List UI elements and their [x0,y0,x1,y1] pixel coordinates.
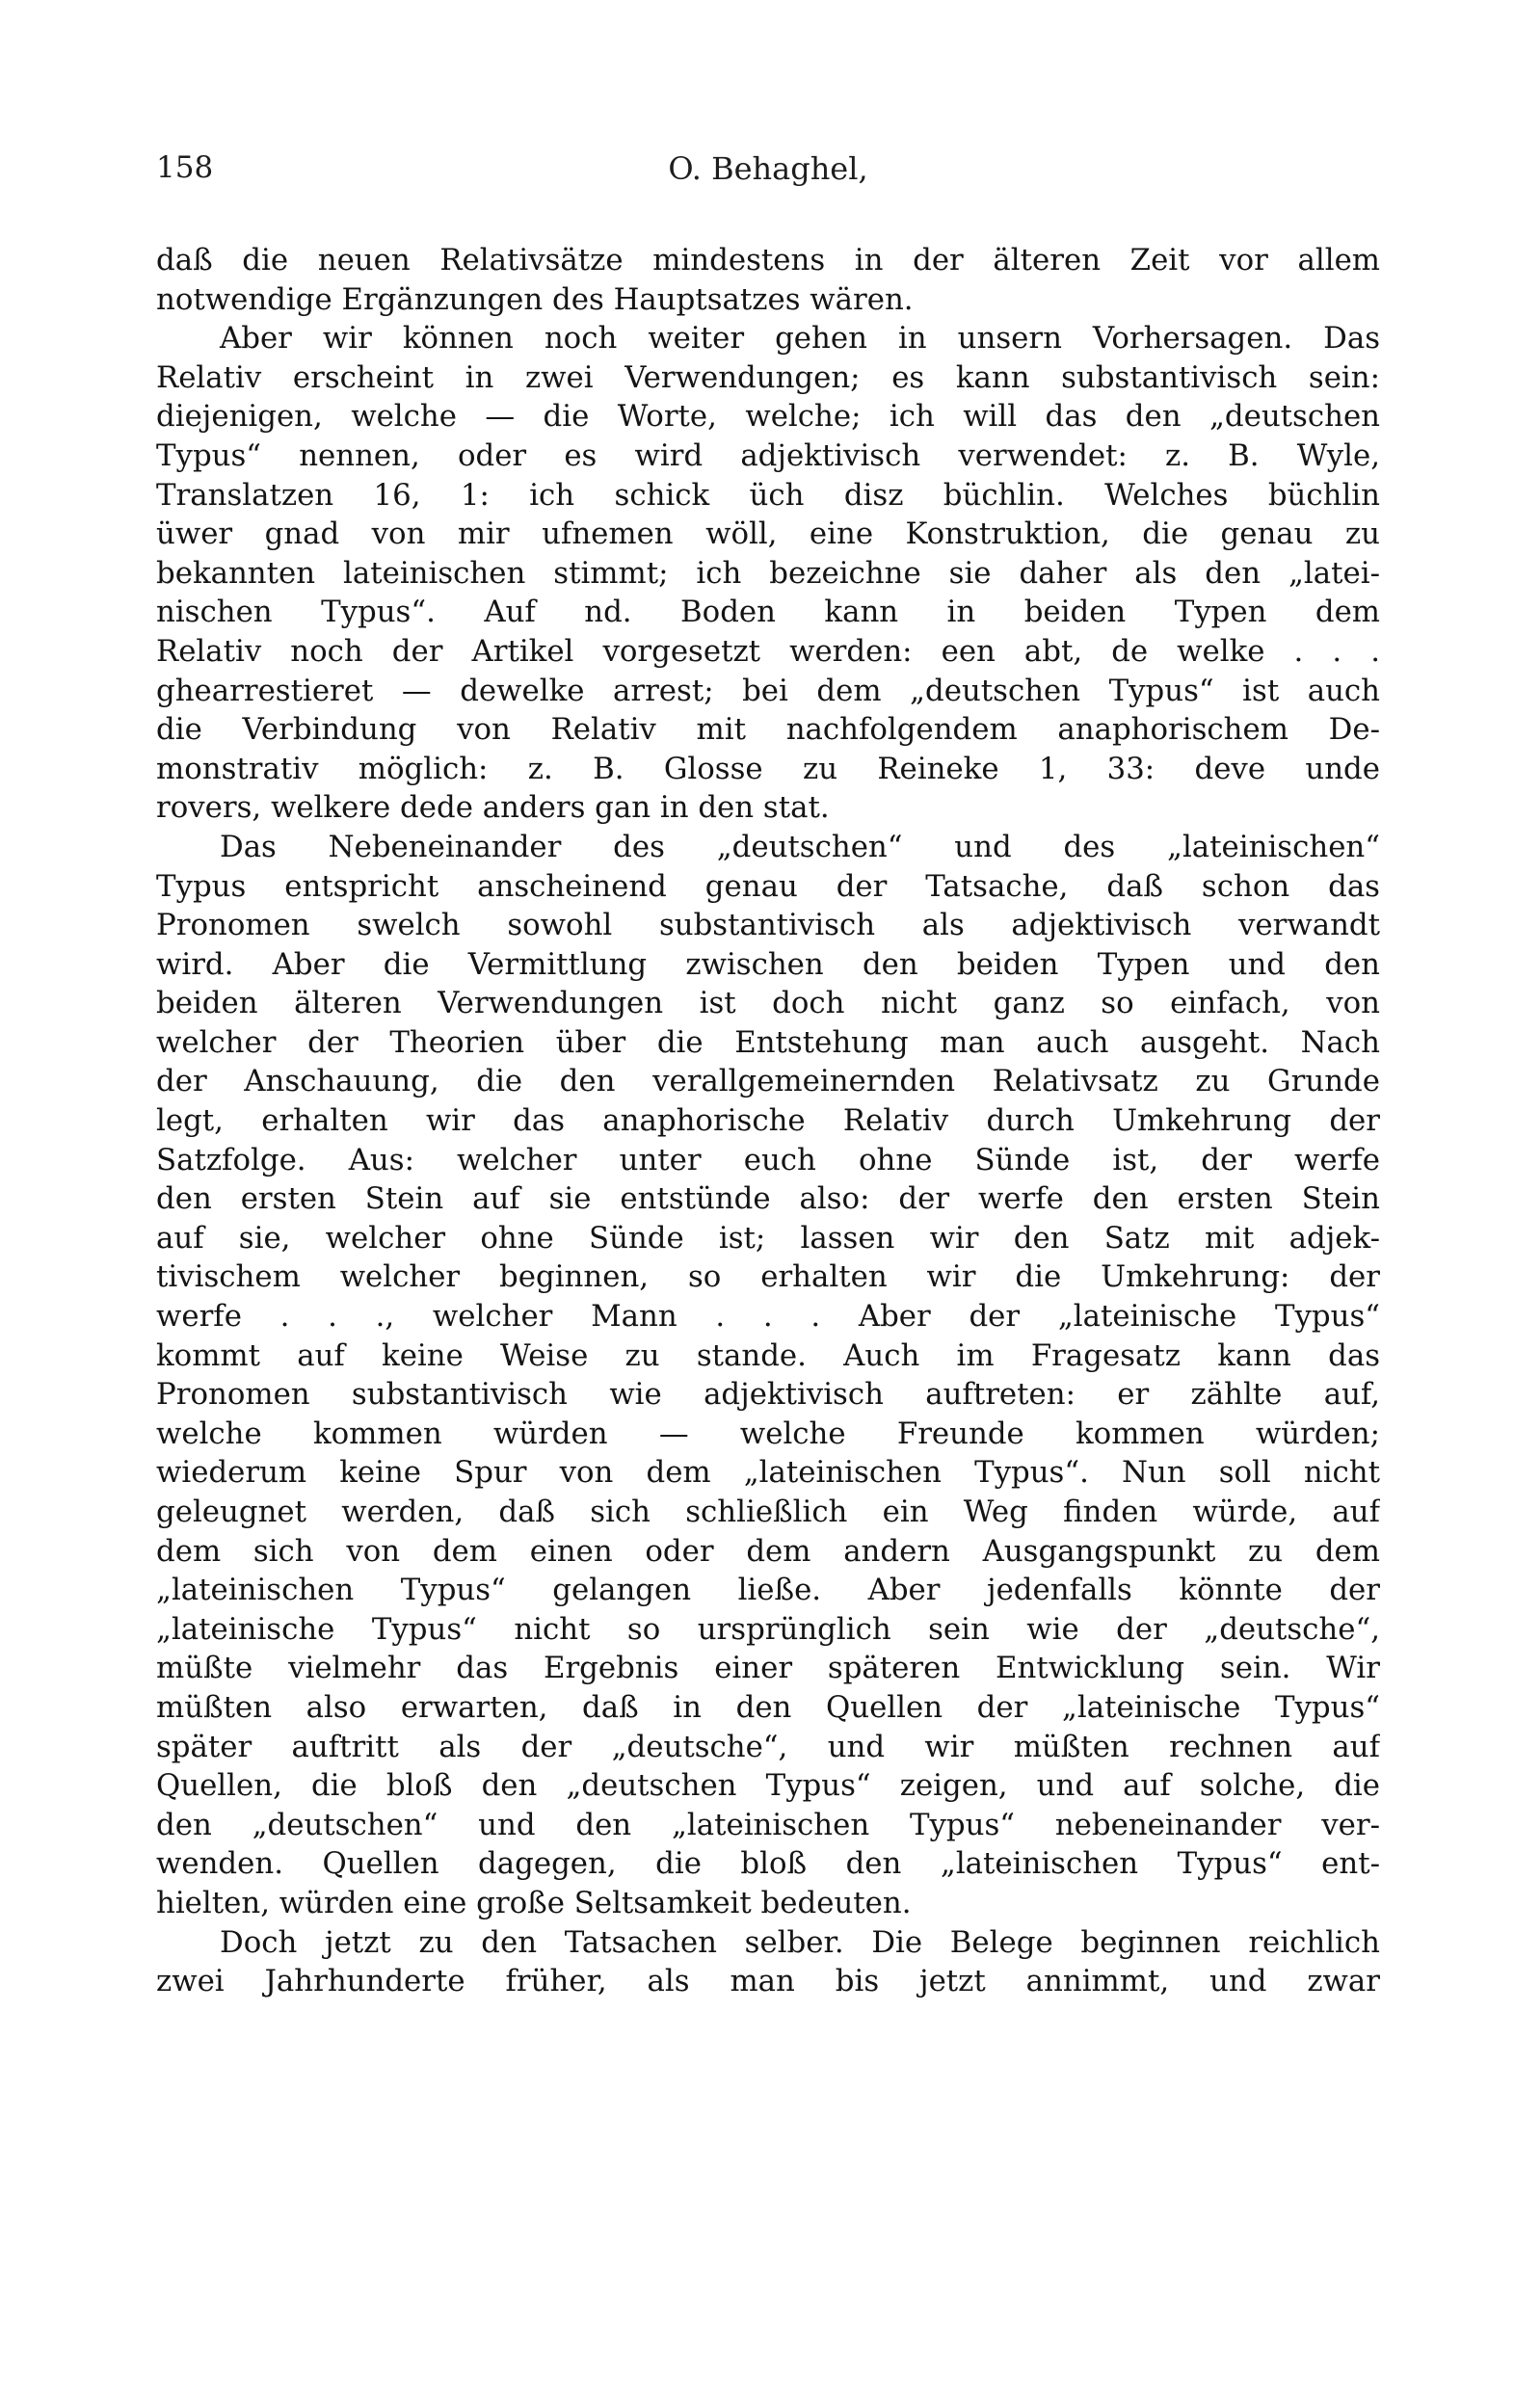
text-line-37: müßte vielmehr das Ergebnis einer späteren Entwicklung sein. Wir [156,1651,1380,1686]
running-head: O. Behaghel, [668,150,868,187]
text-line-15: rovers, welkere dede anders gan in den stat. [156,790,830,826]
body-text [156,241,1380,2001]
text-line-12: ghearrestieret — dewelke arrest; bei dem „deutschen Typus“ ist auch [156,673,1380,708]
text-line-20: beiden älteren Verwendungen ist doch nicht ganz so einfach, von [156,986,1380,1021]
text-line-32: wiederum keine Spur von dem „lateinischen Typus“. Nun soll nicht [156,1455,1380,1491]
text-line-6: Typus“ nennen, oder es wird adjektivisch verwendet: z. B. Wyle, [156,437,1380,473]
page-number: 158 [156,150,214,185]
text-line-30: Pronomen substantivisch wie adjektivisch auftreten: er zählte auf, [156,1377,1380,1413]
text-line-39: später auftritt als der „deutsche“, und wir müßten rechnen auf [156,1729,1380,1764]
text-line-14: monstrativ möglich: z. B. Glosse zu Reineke 1, 33: deve unde [156,751,1380,786]
text-line-27: tivischem welcher beginnen, so erhalten wir die Umkehrung: der [156,1259,1380,1295]
text-line-33: geleugnet werden, daß sich schließlich ein Weg finden würde, auf [156,1495,1380,1529]
text-line-28: werfe . . ., welcher Mann . . . Aber der „lateinische Typus“ [156,1299,1380,1335]
text-line-19: wird. Aber die Vermittlung zwischen den beiden Typen und den [156,946,1380,982]
text-line-42: wenden. Quellen dagegen, die bloß den „lateinischen Typus“ ent- [156,1846,1380,1882]
text-line-22: der Anschauung, die den verallgemeinernden Relativsatz zu Grunde [156,1064,1380,1099]
text-line-9: bekannten lateinischen stimmt; ich bezeichne sie daher als den „latei- [156,555,1380,591]
text-line-16: Das Nebeneinander des „deutschen“ und des „lateinischen“ [220,829,1380,864]
text-line-2: notwendige Ergänzungen des Hauptsatzes wären. [156,281,914,317]
text-line-26: auf sie, welcher ohne Sünde ist; lassen wir den Satz mit adjek- [156,1220,1380,1256]
text-line-35: „lateinischen Typus“ gelangen ließe. Aber jedenfalls könnte der [156,1573,1380,1608]
text-line-31: welche kommen würden — welche Freunde kommen würden; [156,1416,1380,1451]
text-line-41: den „deutschen“ und den „lateinischen Typus“ nebeneinander ver- [156,1807,1380,1842]
text-line-17: Typus entspricht anscheinend genau der Tatsache, daß schon das [156,868,1380,904]
text-line-4: Relativ erscheint in zwei Verwendungen; es kann substantivisch sein: [156,359,1380,395]
text-line-7: Translatzen 16, 1: ich schick üch disz büchlin. Welches büchlin [156,477,1380,513]
text-line-29: kommt auf keine Weise zu stande. Auch im Fragesatz kann das [156,1337,1380,1373]
text-line-25: den ersten Stein auf sie entstünde also: der werfe den ersten Stein [156,1181,1380,1217]
text-line-34: dem sich von dem einen oder dem andern Ausgangspunkt zu dem [156,1533,1380,1569]
text-line-23: legt, erhalten wir das anaphorische Relativ durch Umkehrung der [156,1103,1380,1139]
text-line-44: Doch jetzt zu den Tatsachen selber. Die Belege beginnen reichlich [220,1924,1380,1960]
text-line-38: müßten also erwarten, daß in den Quellen der „lateinische Typus“ [156,1689,1380,1725]
text-line-21: welcher der Theorien über die Entstehung man auch ausgeht. Nach [156,1024,1380,1060]
text-line-1: daß die neuen Relativsätze mindestens in der älteren Zeit vor allem [156,243,1380,278]
text-line-45: zwei Jahrhunderte früher, als man bis jetzt annimmt, und zwar [156,1964,1380,1999]
text-line-13: die Verbindung von Relativ mit nachfolgendem anaphorischem De- [156,712,1380,748]
page-header [156,143,1380,200]
text-line-3: Aber wir können noch weiter gehen in unsern Vorhersagen. Das [220,321,1380,357]
text-line-36: „lateinische Typus“ nicht so ursprünglich sein wie der „deutsche“, [156,1611,1380,1647]
text-line-24: Satzfolge. Aus: welcher unter euch ohne Sünde ist, der werfe [156,1142,1380,1178]
text-line-18: Pronomen swelch sowohl substantivisch als adjektivisch verwandt [156,908,1380,943]
text-line-5: diejenigen, welche — die Worte, welche; ich will das den „deutschen [156,399,1380,435]
text-line-40: Quellen, die bloß den „deutschen Typus“ zeigen, und auf solche, die [156,1768,1380,1804]
text-line-8: üwer gnad von mir ufnemen wöll, eine Konstruktion, die genau zu [156,516,1380,552]
text-line-11: Relativ noch der Artikel vorgesetzt werden: een abt, de welke . . . [156,633,1380,669]
text-line-10: nischen Typus“. Auf nd. Boden kann in beiden Typen dem [156,595,1380,630]
text-line-43: hielten, würden eine große Seltsamkeit bedeuten. [156,1885,912,1920]
